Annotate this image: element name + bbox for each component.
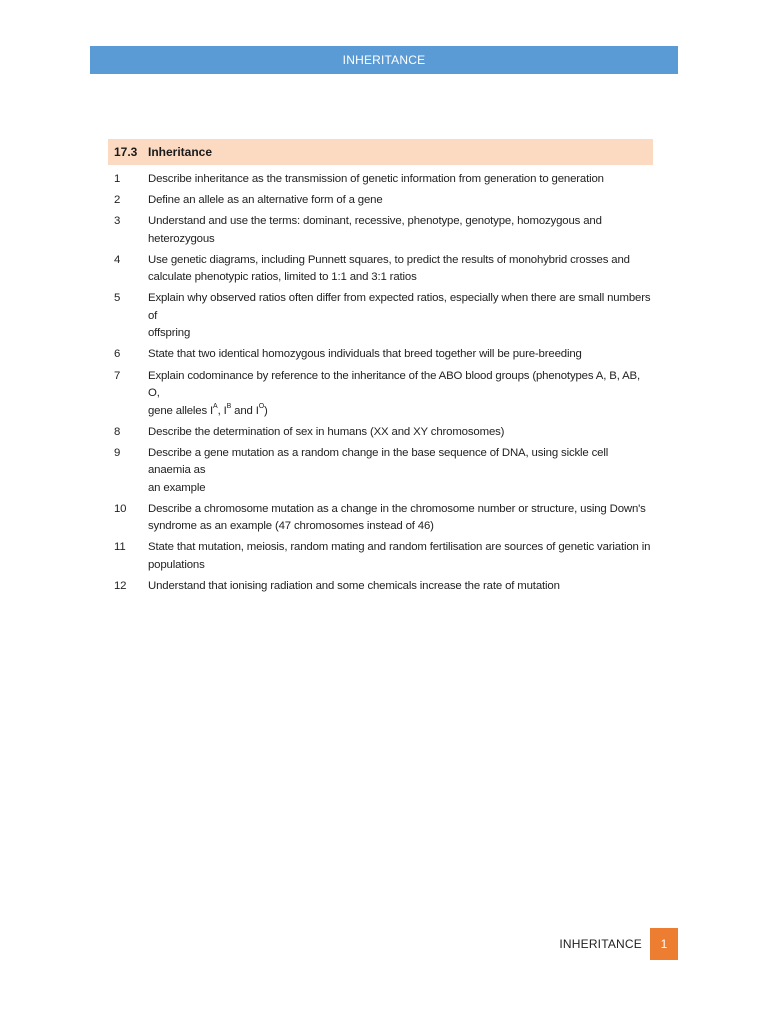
item-number: 1 xyxy=(114,173,121,185)
item-number: 5 xyxy=(114,292,121,305)
item-number: 2 xyxy=(114,194,121,207)
item-text: Understand and use the terms: dominant, recessive, phenotype, genotype, homozygous and heterozygous xyxy=(148,215,602,245)
item-text-main: Explain codominance by reference to the inheritance of the ABO blood groups (phenotypes A, B, AB, O, gene alleles I xyxy=(148,369,641,417)
list-item xyxy=(108,424,653,442)
list-item xyxy=(108,192,653,210)
item-number: 7 xyxy=(114,369,121,382)
allele-superscript-a: A xyxy=(213,402,218,410)
item-text: Describe inheritance as the transmission of genetic information from generation to generation xyxy=(148,173,604,185)
item-number: 3 xyxy=(114,215,121,228)
list-item xyxy=(108,290,653,343)
page-number: 1 xyxy=(650,928,678,960)
item-text xyxy=(148,368,653,421)
item-text-part: ) xyxy=(264,404,268,417)
footer-title: INHERITANCE xyxy=(559,937,642,951)
section-title: Inheritance xyxy=(148,145,213,159)
list-item xyxy=(108,368,653,421)
item-text: Describe a gene mutation as a random change in the base sequence of DNA, using sickle cell anaemia as an example xyxy=(148,446,609,494)
header-bar xyxy=(90,46,678,74)
item-text-part: and I xyxy=(231,404,259,417)
item-number: 10 xyxy=(114,502,127,515)
list-item xyxy=(108,213,653,248)
list-item xyxy=(108,346,653,364)
item-text-part: , I xyxy=(217,404,227,417)
list-item xyxy=(108,539,653,574)
objective-list xyxy=(108,171,653,596)
item-number: 12 xyxy=(114,580,127,593)
page-footer xyxy=(559,928,678,960)
item-text: Understand that ionising radiation and some chemicals increase the rate of mutation xyxy=(148,580,560,593)
item-number: 11 xyxy=(114,541,126,554)
item-text: Explain why observed ratios often differ from expected ratios, especially when there are small numbers of offspring xyxy=(148,292,651,340)
list-item xyxy=(108,171,653,189)
allele-superscript-b: B xyxy=(226,402,232,410)
header-title: INHERITANCE xyxy=(342,53,426,67)
item-text: Use genetic diagrams, including Punnett squares, to predict the results of monohybrid crosses and calculate phenotypic ratios, limited to 1:1 and 3:1 ratios xyxy=(148,253,630,284)
list-item xyxy=(108,252,653,287)
item-text: Describe the determination of sex in humans (XX and XY chromosomes) xyxy=(148,425,505,438)
item-number: 9 xyxy=(114,446,121,459)
allele-superscript-o: O xyxy=(258,402,265,410)
list-item xyxy=(108,445,653,498)
item-text: Define an allele as an alternative form of a gene xyxy=(148,194,383,207)
item-number: 4 xyxy=(114,253,121,266)
syllabus-section xyxy=(108,139,653,596)
item-text: State that two identical homozygous individuals that breed together will be pure-breeding xyxy=(148,348,582,361)
section-heading xyxy=(108,139,653,165)
item-number: 8 xyxy=(114,425,121,438)
item-text: State that mutation, meiosis, random mating and random fertilisation are sources of genetic variation in populations xyxy=(148,541,651,571)
list-item xyxy=(108,578,653,596)
item-text: Describe a chromosome mutation as a change in the chromosome number or structure, using Down's syndrome as an example (47 chromosomes instead of 46) xyxy=(148,502,646,533)
section-number: 17.3 xyxy=(114,145,138,159)
item-number: 6 xyxy=(114,348,121,361)
list-item xyxy=(108,501,653,536)
